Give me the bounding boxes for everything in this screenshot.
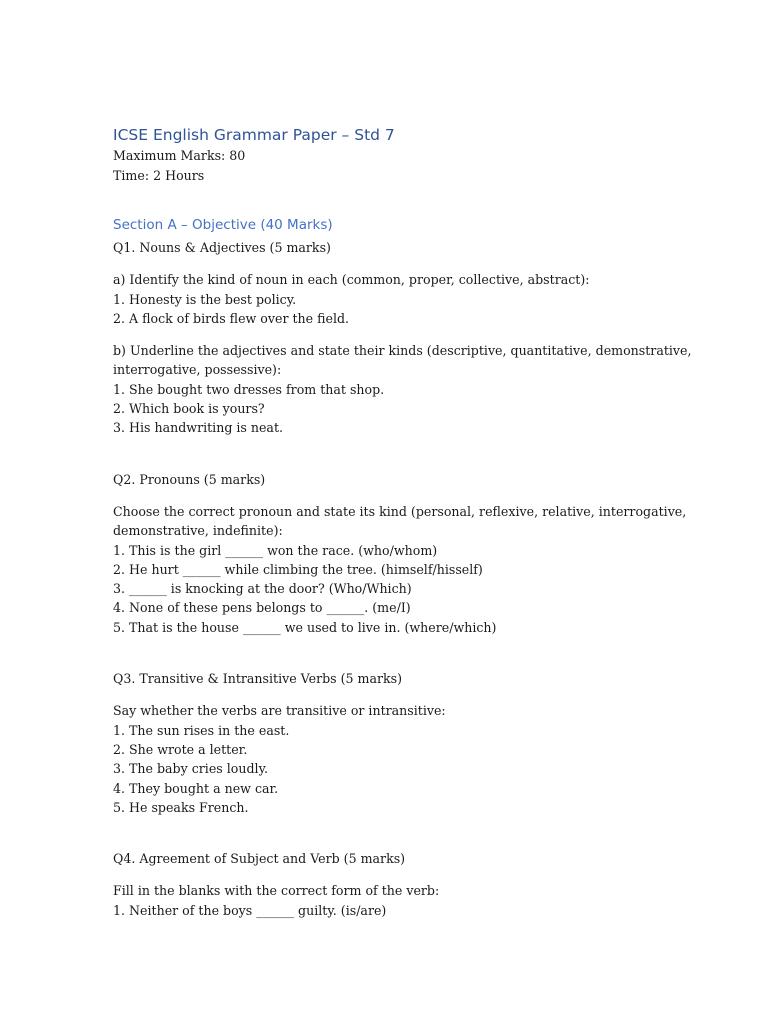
- spacer: [113, 817, 673, 849]
- spacer: [113, 328, 673, 341]
- q1a-item-1: 1. Honesty is the best policy.: [113, 291, 297, 307]
- q1-title: Q1. Nouns & Adjectives (5 marks): [113, 240, 331, 255]
- q3-item-1: 1. The sun rises in the east.: [113, 722, 290, 738]
- max-marks: Maximum Marks: 80: [113, 148, 246, 163]
- q3-title: Q3. Transitive & Intransitive Verbs (5 marks): [113, 671, 403, 687]
- q2-item-5: 5. That is the house ______ we used to live in. (where/which): [113, 619, 497, 635]
- q1b-item-3: 3. His handwriting is neat.: [113, 420, 284, 436]
- section-a-heading: Section A – Objective (40 Marks): [113, 217, 333, 233]
- q4-item-1: 1. Neither of the boys ______ guilty. (is/are): [113, 902, 387, 918]
- document-title: ICSE English Grammar Paper – Std 7: [113, 126, 395, 144]
- q2-instruction-line-2: demonstrative, indefinite):: [113, 523, 283, 539]
- q2-item-3: 3. ______ is knocking at the door? (Who/Which): [113, 581, 412, 597]
- q2-instruction-line-1: Choose the correct pronoun and state its kind (personal, reflexive, relative, interrogative,: [113, 503, 687, 519]
- q2-item-1: 1. This is the girl ______ won the race. (who/whom): [113, 542, 438, 558]
- spacer: [113, 438, 673, 470]
- spacer: [113, 257, 673, 270]
- q4-title: Q4. Agreement of Subject and Verb (5 marks): [113, 851, 406, 867]
- q2-item-2: 2. He hurt ______ while climbing the tree. (himself/hisself): [113, 561, 483, 577]
- q1b-instruction-line-2: interrogative, possessive):: [113, 362, 282, 378]
- spacer: [113, 637, 673, 669]
- spacer: [113, 868, 673, 881]
- q1b-instruction-line-1: b) Underline the adjectives and state their kinds (descriptive, quantitative, demonstrative,: [113, 343, 692, 359]
- q3-item-5: 5. He speaks French.: [113, 799, 249, 815]
- q1b-item-2: 2. Which book is yours?: [113, 401, 265, 417]
- q2-item-4: 4. None of these pens belongs to ______. (me/I): [113, 600, 411, 616]
- q1a-instruction: a) Identify the kind of noun in each (common, proper, collective, abstract):: [113, 272, 590, 288]
- time-allowed: Time: 2 Hours: [113, 167, 205, 183]
- q3-instruction: Say whether the verbs are transitive or intransitive:: [113, 703, 446, 719]
- q3-item-2: 2. She wrote a letter.: [113, 741, 248, 757]
- q1b-item-1: 1. She bought two dresses from that shop.: [113, 381, 385, 397]
- q1a-item-2: 2. A flock of birds flew over the field.: [113, 310, 350, 326]
- q4-instruction: Fill in the blanks with the correct form of the verb:: [113, 883, 440, 899]
- q2-title: Q2. Pronouns (5 marks): [113, 471, 266, 487]
- spacer: [113, 688, 673, 701]
- q3-item-4: 4. They bought a new car.: [113, 780, 279, 796]
- q3-item-3: 3. The baby cries loudly.: [113, 761, 269, 777]
- document-page: [113, 124, 692, 920]
- spacer: [113, 489, 673, 502]
